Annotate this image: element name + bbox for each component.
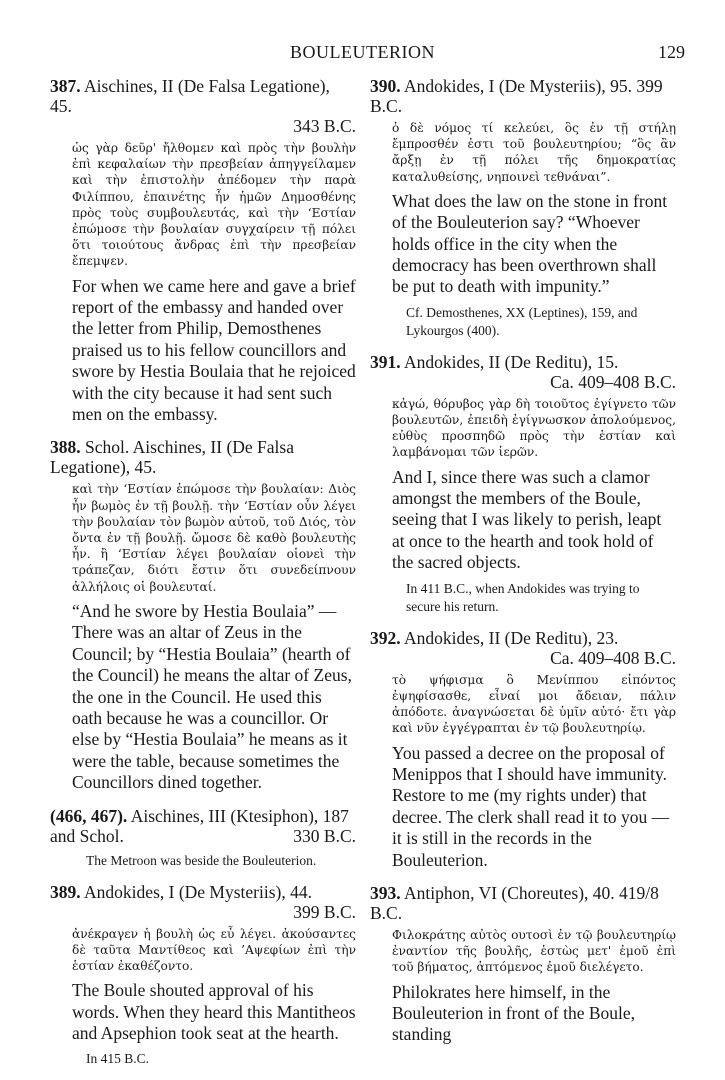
entry-heading: [50, 437, 356, 477]
entry-citation: Andokides, II (De Reditu), 15.: [404, 351, 619, 372]
greek-text: καὶ τὴν ‘Εστίαν ἐπώμοσε τὴν βουλαίαν: Διὸς ἦν βωμὸς ἐν τῇ βουλῇ. τὴν ‘Εστίαν οὖν λέγει τὴν βουλαίαν τὸν βωμὸν αὐτοῦ, τοῦ Διός, τὸν ὄντα ἐν τῇ βουλῇ. ὤμοσε δὲ καθὸ βουλευτὴς ἦν. ἢ ‘Εστίαν λέγει βουλαίαν οἱονεὶ τὴν τράπεζαν, διότι ἔστιν ὅτι συνεδείπνουν ἀλλήλοις οἱ βουλευταί.: [72, 482, 356, 594]
entry-number: 390.: [370, 76, 401, 96]
entry-number: 393.: [370, 882, 401, 903]
entry-number: 391.: [370, 351, 401, 372]
greek-text: ἀνέκραγεν ἡ βουλὴ ὡς εὖ λέγει. ἀκούσαντες δὲ ταῦτα Μαντίθεος καὶ ’Αψεφίων ἐπὶ τὴν ἑστίαν ἐκαθέζοντο.: [72, 926, 356, 973]
entry-citation: Andokides, I (De Mysteriis), 44.: [84, 881, 312, 902]
translation-text: The Boule shouted approval of his words. When they heard this Mantitheos and Apsephion took seat at the hearth.: [72, 980, 356, 1043]
entry-466-467: [50, 806, 356, 870]
entry-heading: [50, 806, 356, 846]
entry-citation: Andokides, II (De Reditu), 23.: [404, 627, 619, 648]
entry-heading: [50, 76, 356, 136]
entry-note: Cf. Demosthenes, XX (Leptines), 159, and Lykourgos (400).: [406, 304, 638, 338]
entry-393: [370, 883, 676, 1046]
entry-date: 419/8 B.C.: [370, 882, 659, 923]
entry-date: 399 B.C.: [370, 76, 663, 116]
greek-text: ὡς γὰρ δεῦρ' ἤλθομεν καὶ πρὸς τὴν βουλὴν ἐπὶ κεφαλαίων τὴν πρεσβείαν ἀπηγγείλαμεν καὶ τὴν ἐπιστολὴν ἀπέδομεν τὴν παρὰ Φιλίππου, ἐπαινέτης ἦν ἡμῶν Δημοσθένης πρὸς τοὺς συμβουλευτάς, καὶ τὴν ‘Εστίαν ἐπώμοσε τὴν βουλαίαν συγχαίρειν τῇ πόλει ὅτι τοιούτους ἄνδρας ἐπὶ τὴν πρεσβείαν ἔπεμψεν.: [72, 141, 356, 269]
entry-date: Ca. 409–408 B.C.: [550, 647, 676, 668]
entry-390: [370, 76, 676, 340]
translation-text: “And he swore by Hestia Boulaia” — There was an altar of Zeus in the Council; by “Hestia Boulaia” (hearth of the Council) he means the altar of Zeus, the one in the Council. He used this oath because he was a councillor. Or else by “Hestia Boulaia” he means as it were the table, because sometimes the Councillors dined together.: [72, 600, 352, 793]
entry-date: 330 B.C.: [293, 825, 356, 846]
translation-text: You passed a decree on the proposal of Menippos that I should have immunity. Restore to me (my rights under) that decree. The clerk shall read it to you — it is still in the records in the Bouleuterion.: [392, 742, 670, 870]
entry-number: 387.: [50, 76, 81, 96]
entry-citation: Aischines, III (Ktesiphon), 187 and Schol.: [50, 805, 349, 846]
entry-heading: [370, 352, 676, 392]
right-column: [370, 76, 676, 1058]
entry-date: 343 B.C.: [293, 116, 356, 136]
entry-391: [370, 352, 676, 616]
entry-note: The Metroon was beside the Bouleuterion.: [86, 852, 317, 868]
greek-text: ὁ δὲ νόμος τί κελεύει, ὃς ἐν τῇ στήλῃ ἔμπροσθέν ἐστι τοῦ βουλευτηρίου; “ὃς ἂν ἄρξῃ ἐν τῇ πόλει τῆς δημοκρατίας καταλυθείσης, νηποινεὶ τεθνάναι”.: [392, 121, 676, 184]
translation-text: And I, since there was such a clamor amongst the members of the Boule, seeing that I was likely to perish, leapt at once to the hearth and took hold of the sacred objects.: [392, 466, 662, 573]
entry-number: 388.: [50, 437, 81, 458]
entry-note: In 411 B.C., when Andokides was trying to secure his return.: [406, 580, 640, 614]
entry-number: (466, 467).: [50, 805, 128, 826]
entry-392: [370, 628, 676, 871]
entry-heading: [50, 882, 356, 922]
page-number: 129: [658, 42, 685, 62]
entry-date: Ca. 409–408 B.C.: [550, 371, 676, 392]
entry-citation: Schol. Aischines, II (De Falsa Legatione), 45.: [50, 437, 294, 478]
entry-389: [50, 882, 356, 1069]
entry-heading: [370, 628, 676, 668]
left-column: [50, 76, 356, 1080]
entry-citation: Andokides, I (De Mysteriis), 95.: [404, 76, 632, 96]
entry-citation: Antiphon, VI (Choreutes), 40.: [404, 882, 615, 903]
entry-citation: Aischines, II (De Falsa Legatione), 45.: [50, 76, 330, 116]
entry-387: [50, 76, 356, 425]
translation-text: Philokrates here himself, in the Bouleuterion in front of the Boule, standing: [392, 981, 636, 1045]
greek-text: Φιλοκράτης αὐτὸς ουτοσὶ ἐν τῷ βουλευτηρίῳ ἐναντίον τῆς βουλῆς, ἑστὼς μετ' ἐμοῦ ἐπὶ τοῦ βήματος, ἁπτόμενος ἐμοῦ διελέγετο.: [392, 927, 676, 975]
entry-heading: [370, 76, 676, 116]
entry-heading: [370, 883, 676, 923]
greek-text: κἀγώ, θόρυβος γὰρ δὴ τοιοῦτος ἐγίγνετο τῶν βουλευτῶν, ἐπειδὴ ἐγίγνωσκον ἀπολούμενος, εὐθὺς προσπηδῶ πρὸς τὴν ἑστίαν καὶ λαμβάνομαι τῶν ἱερῶν.: [392, 396, 676, 460]
entry-number: 389.: [50, 881, 81, 902]
translation-text: What does the law on the stone in front of the Bouleuterion say? “Whoever holds office in the city when the democracy has been overthrown shall be put to death with impunity.”: [392, 190, 668, 297]
entry-number: 392.: [370, 627, 401, 648]
entry-note: In 415 B.C.: [86, 1051, 150, 1067]
translation-text: For when we came here and gave a brief report of the embassy and handed over the letter from Philip, Demosthenes praised us to his fellow councillors and swore by Hestia Boulaia that he rejoiced with the city because it had sent such men on the embassy.: [72, 275, 356, 425]
entry-date: 399 B.C.: [293, 901, 356, 922]
running-title: BOULEUTERION: [290, 42, 435, 62]
page-header: [40, 42, 685, 66]
greek-text: τὸ ψήφισμα ὃ Μενίππου εἰπόντος ἐψηφίσασθε, εἶναί μοι ἄδειαν, πάλιν ἀπόδοτε. ἀναγνώσεται δὲ ὑμῖν αὐτό· ἔτι γὰρ καὶ νῦν ἐγγέγραπται ἐν τῷ βουλευτηρίῳ.: [392, 672, 676, 736]
entry-388: [50, 437, 356, 793]
